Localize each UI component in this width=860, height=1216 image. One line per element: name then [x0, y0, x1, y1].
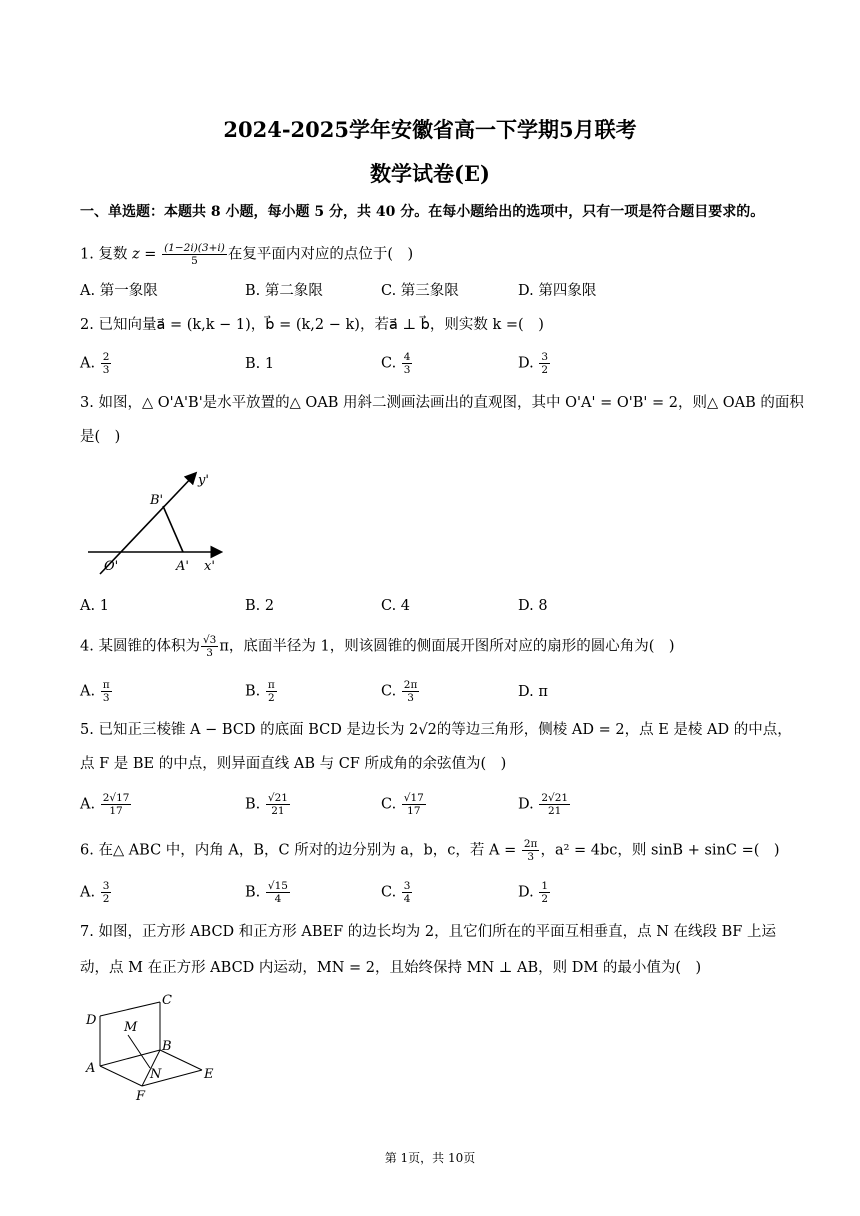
label-e: E: [204, 1067, 214, 1082]
q4-a-num: π: [102, 679, 110, 691]
q4-frac-num: √3: [202, 634, 217, 646]
label-f: F: [136, 1089, 146, 1104]
q1-frac-num: (1−2i)(3+i): [164, 242, 225, 254]
q3-option-b: B. 2: [245, 598, 275, 614]
q4-a-den: 3: [102, 692, 110, 704]
q5-option-d: [518, 792, 571, 817]
q5-b-fraction: [266, 792, 290, 817]
label-d: D: [86, 1013, 97, 1028]
q6-suffix: ，a² = 4bc，则 sinB + sinC =( ): [540, 842, 780, 859]
question-3-line-2: 是( ): [80, 429, 121, 445]
q5-c-num: √17: [403, 792, 424, 804]
q6-option-b: [245, 880, 291, 905]
q2-c-den: 3: [403, 364, 411, 376]
q5-a-letter: A.: [80, 796, 100, 813]
q4-b-num: π: [267, 679, 275, 691]
q5-a-num: 2√17: [102, 792, 130, 804]
q4-option-c: [381, 679, 420, 704]
question-5-line-1: 5. 已知正三棱锥 A − BCD 的底面 BCD 是边长为 2√2的等边三角形，侧棱 AD = 2，点 E 是棱 AD 的中点，: [80, 722, 792, 738]
q6-frac-num: 2π: [523, 838, 538, 850]
q5-option-c: [381, 792, 427, 817]
page-footer: 第 1页，共 10页: [384, 1151, 476, 1165]
q1-suffix: 在复平面内对应的点位于( ): [227, 246, 414, 263]
label-b: B: [162, 1039, 172, 1054]
q5-option-a: [80, 792, 132, 817]
q2-c-num: 4: [403, 351, 411, 363]
q4-a-fraction: [101, 679, 112, 704]
q7-cube-figure: [80, 990, 230, 1105]
q5-b-den: 21: [271, 805, 285, 817]
q1-var: z =: [132, 246, 162, 263]
q2-option-b: B. 1: [245, 356, 275, 372]
q2-c-fraction: [402, 351, 413, 376]
q1-fraction: [162, 242, 227, 267]
q1-prefix: 1. 复数: [80, 246, 133, 263]
question-6: [80, 838, 780, 863]
question-7-line-1: 7. 如图，正方形 ABCD 和正方形 ABEF 的边长均为 2，且它们所在的平面互相垂直，点 N 在线段 BF 上运: [80, 924, 776, 940]
q4-fraction: [201, 634, 218, 659]
exam-subtitle: 数学试卷(E): [370, 161, 490, 186]
q3-option-c: C. 4: [381, 598, 411, 614]
q6-d-letter: D.: [518, 884, 539, 901]
q6-frac-den: 3: [527, 851, 534, 863]
q6-c-num: 3: [403, 880, 411, 892]
question-3-line-1: 3. 如图，△ O'A'B'是水平放置的△ OAB 用斜二测画法画出的直观图，其中 O'A' = O'B' = 2，则△ OAB 的面积: [80, 395, 804, 411]
q1-option-b: B. 第二象限: [245, 283, 323, 299]
q2-a-letter: A.: [80, 355, 100, 372]
q4-a-letter: A.: [80, 683, 100, 700]
q5-a-fraction: [101, 792, 132, 817]
question-1: [80, 242, 413, 267]
edge-d-c: [100, 1002, 160, 1016]
q4-c-num: 2π: [403, 679, 418, 691]
q6-b-num: √15: [267, 880, 288, 892]
q6-option-a: [80, 880, 112, 905]
q5-a-den: 17: [109, 805, 123, 817]
q6-fraction: [522, 838, 540, 863]
q6-b-letter: B.: [245, 884, 265, 901]
q4-c-fraction: [402, 679, 420, 704]
q5-c-letter: C.: [381, 796, 401, 813]
q5-d-num: 2√21: [541, 792, 569, 804]
q2-d-den: 2: [541, 364, 549, 376]
q2-a-fraction: [101, 351, 112, 376]
q5-c-fraction: [402, 792, 426, 817]
q1-frac-den: 5: [191, 255, 198, 267]
q6-b-den: 4: [274, 893, 282, 905]
q1-option-a: A. 第一象限: [80, 283, 158, 299]
q2-option-c: [381, 351, 413, 376]
q6-a-num: 3: [102, 880, 110, 892]
q4-b-den: 2: [267, 692, 275, 704]
q4-suffix: π，底面半径为 1，则该圆锥的侧面展开图所对应的扇形的圆心角为( ): [219, 638, 675, 655]
question-5-line-2: 点 F 是 BE 的中点，则异面直线 AB 与 CF 所成角的余弦值为( ): [80, 756, 507, 772]
q6-c-fraction: [402, 880, 413, 905]
label-n: N: [150, 1067, 162, 1082]
label-c: C: [162, 993, 172, 1008]
q3-oblique-figure: [80, 462, 240, 582]
q2-d-num: 3: [541, 351, 549, 363]
edge-a-f: [100, 1066, 142, 1086]
label-m: M: [124, 1020, 138, 1035]
label-a: A: [86, 1061, 96, 1076]
q4-c-letter: C.: [381, 683, 401, 700]
q5-d-den: 21: [548, 805, 562, 817]
q6-c-den: 4: [403, 893, 411, 905]
segment-m-n: [128, 1035, 150, 1068]
label-x: x': [204, 559, 215, 574]
exam-title: 2024-2025学年安徽省高一下学期5月联考: [223, 117, 637, 142]
q6-d-den: 2: [541, 893, 549, 905]
q6-option-d: [518, 880, 551, 905]
q4-c-den: 3: [407, 692, 414, 704]
label-b: B': [150, 493, 164, 508]
q6-a-letter: A.: [80, 884, 100, 901]
q6-a-den: 2: [102, 893, 110, 905]
q4-option-d: D. π: [518, 684, 548, 700]
label-o: O': [104, 559, 119, 574]
q5-d-fraction: [539, 792, 570, 817]
q2-option-a: [80, 351, 112, 376]
question-4: [80, 634, 675, 659]
q5-c-den: 17: [407, 805, 421, 817]
q4-option-b: [245, 679, 278, 704]
q4-b-fraction: [266, 679, 277, 704]
q3-option-d: D. 8: [518, 598, 548, 614]
q5-b-letter: B.: [245, 796, 265, 813]
q3-option-a: A. 1: [80, 598, 109, 614]
q6-a-fraction: [101, 880, 112, 905]
q5-b-num: √21: [267, 792, 288, 804]
q2-a-den: 3: [102, 364, 110, 376]
q5-option-b: [245, 792, 291, 817]
q2-a-num: 2: [102, 351, 110, 363]
q4-b-letter: B.: [245, 683, 265, 700]
section-heading: 一、单选题：本题共 8 小题，每小题 5 分，共 40 分。在每小题给出的选项中，只有一项是符合题目要求的。: [80, 204, 765, 220]
question-7-line-2: 动，点 M 在正方形 ABCD 内运动，MN = 2，且始终保持 MN ⊥ AB，则 DM 的最小值为( ): [80, 960, 702, 976]
q4-option-a: [80, 679, 113, 704]
q2-d-letter: D.: [518, 355, 539, 372]
q4-prefix: 4. 某圆锥的体积为: [80, 638, 200, 655]
q6-d-num: 1: [541, 880, 549, 892]
question-2: 2. 已知向量a⃗ = (k,k − 1)，b⃗ = (k,2 − k)，若a⃗ ⊥ b⃗，则实数 k =( ): [80, 317, 544, 333]
q1-option-d: D. 第四象限: [518, 283, 597, 299]
q4-frac-den: 3: [206, 647, 213, 659]
q2-c-letter: C.: [381, 355, 401, 372]
q6-prefix: 6. 在△ ABC 中，内角 A，B，C 所对的边分别为 a，b，c，若 A =: [80, 842, 521, 859]
q6-d-fraction: [539, 880, 550, 905]
q5-d-letter: D.: [518, 796, 539, 813]
label-y: y': [198, 473, 209, 488]
label-a: A': [176, 559, 189, 574]
q2-option-d: [518, 351, 551, 376]
segment-a-b: [163, 506, 183, 552]
edge-a-b: [100, 1050, 160, 1066]
q6-c-letter: C.: [381, 884, 401, 901]
q1-option-c: C. 第三象限: [381, 283, 459, 299]
q6-option-c: [381, 880, 413, 905]
q6-b-fraction: [266, 880, 290, 905]
q2-d-fraction: [539, 351, 550, 376]
